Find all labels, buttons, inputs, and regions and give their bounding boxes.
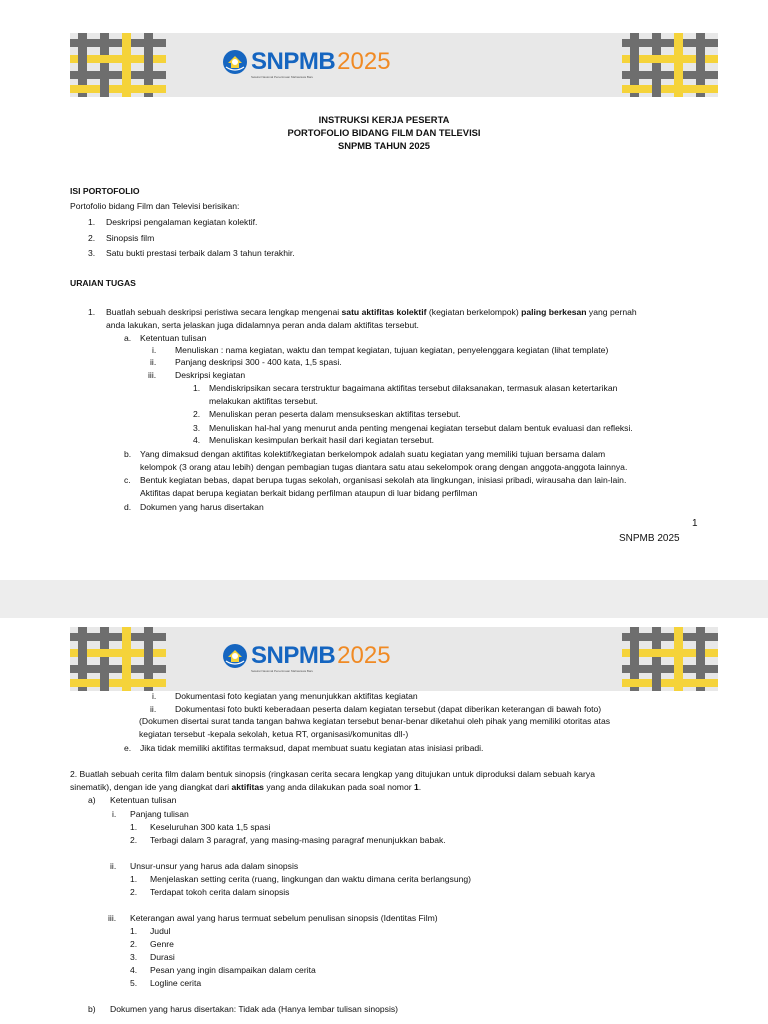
header-banner xyxy=(70,33,718,97)
sub-text: Jika tidak memiliki aktifitas termaksud, dapat membuat suatu kegiatan atas inisiasi pribadi. xyxy=(140,743,484,753)
list-item: Sinopsis film xyxy=(106,233,155,243)
roman-item: Panjang tulisan xyxy=(130,809,189,819)
page-number: 1 xyxy=(692,518,698,529)
sub-text: Dokumen yang harus disertakan: Tidak ada (Hanya lembar tulisan sinopsis) xyxy=(110,1004,399,1014)
section-heading-uraian: URAIAN TUGAS xyxy=(70,278,136,288)
section-heading-isi: ISI PORTOFOLIO xyxy=(70,186,140,196)
doc-note: (Dokumen disertai surat tanda tangan bahwa kegiatan tersebut benar-benar diketahui oleh pihak yang memiliki otoritas atas xyxy=(139,716,611,726)
list-item: Terdapat tokoh cerita dalam sinopsis xyxy=(150,887,290,897)
sub-text: kelompok (3 orang atau lebih) dengan pembagian tugas diantara satu atau sekelompok orang dengan anggota-anggota lainnya. xyxy=(140,462,628,472)
list-num: 2. xyxy=(130,835,138,845)
desc-item: Mendiskripsikan secara terstruktur bagaimana aktifitas tersebut dilaksanakan, termasuk alasan ketertarikan xyxy=(209,383,618,393)
desc-item: melakukan aktifitas tersebut. xyxy=(209,396,318,406)
list-item: Satu bukti prestasi terbaik dalam 3 tahun terakhir. xyxy=(106,248,295,258)
task1-line-1: Buatlah sebuah deskripsi peristiwa secara lengkap mengenai satu aktifitas kolektif (kegiatan berkelompok) paling berkesan yang pernah xyxy=(106,307,637,317)
doc-title-line-1: INSTRUKSI KERJA PESERTA xyxy=(318,114,450,125)
list-num: 3. xyxy=(130,952,138,962)
logo-name: SNPMB xyxy=(251,48,336,75)
sub-label: c. xyxy=(124,475,131,485)
task2-line-1: 2. Buatlah sebuah cerita film dalam bentuk sinopsis (ringkasan cerita secara lengkap yang ditujukan untuk diproduksi dalam sebuah karya xyxy=(70,769,595,779)
list-num: 1. xyxy=(130,926,138,936)
header-banner xyxy=(70,627,718,691)
list-item: Judul xyxy=(150,926,171,936)
sub-label: b) xyxy=(88,1004,96,1014)
roman-item: Unsur-unsur yang harus ada dalam sinopsis xyxy=(130,861,299,871)
roman-num: iii. xyxy=(148,370,157,380)
list-num: 2. xyxy=(130,939,138,949)
document-page-2 xyxy=(0,618,768,1024)
desc-item: Menuliskan peran peserta dalam mensukseskan aktifitas tersebut. xyxy=(209,409,461,419)
sub-text: Yang dimaksud dengan aktifitas kolektif/kegiatan berkelompok adalah suatu kegiatan yang memiliki tujuan bersama dalam xyxy=(140,449,606,459)
roman-num: ii. xyxy=(150,357,157,367)
list-num: 1. xyxy=(130,874,138,884)
weave-pattern-left xyxy=(70,627,166,691)
roman-item: Menuliskan : nama kegiatan, waktu dan tempat kegiatan, tujuan kegiatan, penyelenggara kegiatan (lihat template) xyxy=(175,345,609,355)
sub-label: a. xyxy=(124,333,132,343)
tut-wuri-handayani-icon xyxy=(222,643,248,669)
list-item: Terbagi dalam 3 paragraf, yang masing-masing paragraf menunjukkan babak. xyxy=(150,835,446,845)
task-num: 1. xyxy=(88,307,96,317)
list-item: Pesan yang ingin disampaikan dalam cerita xyxy=(150,965,316,975)
sub-label: b. xyxy=(124,449,132,459)
list-num: 1. xyxy=(130,822,138,832)
list-item: Deskripsi pengalaman kegiatan kolektif. xyxy=(106,217,258,227)
page-footer: SNPMB 2025 xyxy=(619,533,680,544)
roman-item: Dokumentasi foto bukti keberadaan peserta dalam kegiatan tersebut (dapat diberikan keterangan di bawah foto) xyxy=(175,704,602,714)
list-num: 1. xyxy=(88,217,96,227)
roman-item: Dokumentasi foto kegiatan yang menunjukkan aktifitas kegiatan xyxy=(175,691,418,701)
roman-num: iii. xyxy=(108,913,117,923)
roman-num: i. xyxy=(152,691,157,701)
roman-item: Panjang deskripsi 300 - 400 kata, 1,5 spasi. xyxy=(175,357,342,367)
weave-pattern-right xyxy=(622,33,718,97)
list-num: 5. xyxy=(130,978,138,988)
roman-num: ii. xyxy=(150,704,157,714)
desc-item: Menuliskan kesimpulan berkait hasil dari kegiatan tersebut. xyxy=(209,435,434,445)
sub-label: a) xyxy=(88,795,96,805)
logo-tagline: Seleksi Nasional Penerimaan Mahasiswa Baru xyxy=(251,75,314,79)
sub-text: Ketentuan tulisan xyxy=(140,333,207,343)
list-item: Durasi xyxy=(150,952,175,962)
list-item: Menjelaskan setting cerita (ruang, lingkungan dan waktu dimana cerita berlangsung) xyxy=(150,874,472,884)
doc-note: kegiatan tersebut -kepala sekolah, ketua RT, organisasi/komunitas dll-) xyxy=(139,729,409,739)
list-num: 3. xyxy=(88,248,96,258)
desc-item: Menuliskan hal-hal yang menurut anda penting mengenai kegiatan tersebut dalam bentuk evaluasi dan refleksi. xyxy=(209,423,633,433)
logo-tagline: Seleksi Nasional Penerimaan Mahasiswa Baru xyxy=(251,669,314,673)
logo-name: SNPMB xyxy=(251,642,336,669)
list-item: Logline cerita xyxy=(150,978,202,988)
sub-label: d. xyxy=(124,502,132,512)
section-intro: Portofolio bidang Film dan Televisi berisikan: xyxy=(70,201,240,211)
sub-text: Aktifitas dapat berupa kegiatan berkait bidang perfilman ataupun di luar bidang perfilman xyxy=(140,488,478,498)
roman-num: i. xyxy=(152,345,157,355)
sub-text: Dokumen yang harus disertakan xyxy=(140,502,264,512)
logo-year: 2025 xyxy=(337,48,391,75)
list-num: 2. xyxy=(130,887,138,897)
logo-year: 2025 xyxy=(337,642,391,669)
task2-line-2: sinematik), dengan ide yang diangkat dari aktifitas yang anda dilakukan pada soal nomor 1. xyxy=(70,782,422,792)
doc-title-line-3: SNPMB TAHUN 2025 xyxy=(337,140,431,151)
desc-num: 3. xyxy=(193,423,201,433)
weave-pattern-right xyxy=(622,627,718,691)
tut-wuri-handayani-icon xyxy=(222,49,248,75)
weave-pattern-left xyxy=(70,33,166,97)
desc-num: 1. xyxy=(193,383,201,393)
desc-num: 2. xyxy=(193,409,201,419)
doc-title-line-2: PORTOFOLIO BIDANG FILM DAN TELEVISI xyxy=(287,127,481,138)
roman-num: ii. xyxy=(110,861,117,871)
list-num: 4. xyxy=(130,965,138,975)
task1-line-2: anda lakukan, serta jelaskan juga didalamnya peran anda dalam aktifitas tersebut. xyxy=(106,320,419,330)
desc-num: 4. xyxy=(193,435,201,445)
roman-item: Keterangan awal yang harus termuat sebelum penulisan sinopsis (Identitas Film) xyxy=(130,913,438,923)
sub-text: Bentuk kegiatan bebas, dapat berupa tugas sekolah, organisasi sekolah ata lingkungan, inisiasi pribadi, wirausaha dan lain-lain. xyxy=(140,475,627,485)
list-item: Genre xyxy=(150,939,174,949)
sub-text: Ketentuan tulisan xyxy=(110,795,177,805)
list-item: Keseluruhan 300 kata 1,5 spasi xyxy=(150,822,271,832)
snpmb-logo xyxy=(222,642,391,673)
snpmb-logo xyxy=(222,48,391,79)
roman-num: i. xyxy=(112,809,117,819)
sub-label: e. xyxy=(124,743,132,753)
list-num: 2. xyxy=(88,233,96,243)
roman-item: Deskripsi kegiatan xyxy=(175,370,246,380)
